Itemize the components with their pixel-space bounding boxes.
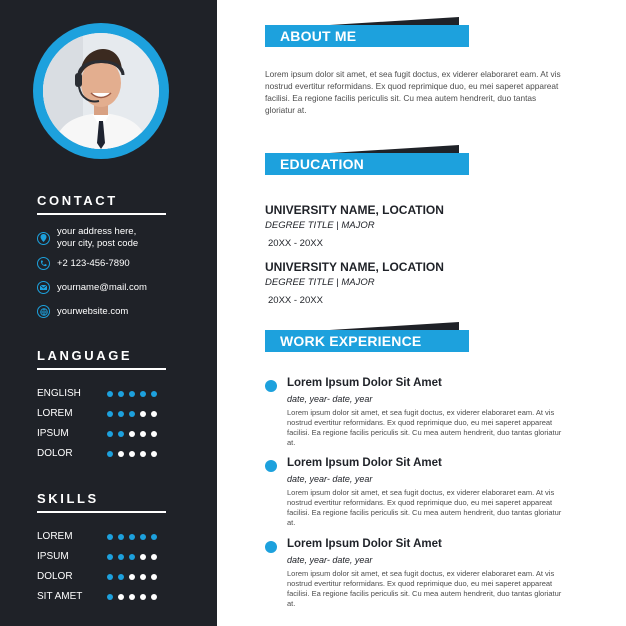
contact-website (37, 305, 128, 318)
job-title: Lorem Ipsum Dolor Sit Amet (287, 538, 442, 550)
level-dot-filled (151, 391, 157, 397)
level-dot-filled (107, 451, 113, 457)
profile-photo-frame (33, 23, 169, 159)
job-date: date, year- date, year (287, 474, 373, 484)
profile-photo (43, 33, 159, 149)
job-date: date, year- date, year (287, 555, 373, 565)
level-dot-empty (140, 554, 146, 560)
level-dot-empty (129, 431, 135, 437)
timeline-dot (265, 380, 277, 392)
job-description: Lorem ipsum dolor sit amet, et sea fugit doctus, ex viderer elaboraret eam. At vis nostrud evertitur reformidans. Ex quod reprimique duo, eu mei saperet appareat facilisi. Ea regione facilis periculis sit. Cu mea autem hendrerit, duo tantas gloriatur at. (287, 488, 562, 527)
job-description: Lorem ipsum dolor sit amet, et sea fugit doctus, ex viderer elaboraret eam. At vis nostrud evertitur reformidans. Ex quod reprimique duo, eu mei saperet appareat facilisi. Ea regione facilis periculis sit. Cu mea autem hendrerit, duo tantas gloriatur at. (287, 569, 562, 608)
contact-divider (37, 213, 166, 215)
level-dot-filled (129, 411, 135, 417)
globe-icon (37, 305, 50, 318)
level-dot-empty (129, 574, 135, 580)
level-dot-filled (118, 554, 124, 560)
level-dot-filled (151, 534, 157, 540)
level-dots (107, 554, 157, 560)
level-dot-filled (118, 534, 124, 540)
skill-item-label: DOLOR (37, 571, 73, 582)
contact-phone (37, 257, 130, 270)
education-title: UNIVERSITY NAME, LOCATION (265, 203, 444, 217)
level-dot-empty (151, 574, 157, 580)
education-heading: EDUCATION (265, 153, 469, 175)
level-dot-filled (107, 411, 113, 417)
level-dot-empty (118, 594, 124, 600)
level-dots (107, 391, 157, 397)
level-dot-empty (151, 554, 157, 560)
phone-text: +2 123-456-7890 (57, 257, 130, 269)
work-banner (265, 322, 469, 352)
level-dots (107, 411, 157, 417)
level-dot-empty (129, 594, 135, 600)
level-dots (107, 534, 157, 540)
skills-divider (37, 511, 166, 513)
language-item (37, 448, 167, 460)
job-title: Lorem Ipsum Dolor Sit Amet (287, 377, 442, 389)
level-dot-empty (151, 411, 157, 417)
language-item-label: IPSUM (37, 428, 69, 439)
about-text: Lorem ipsum dolor sit amet, et sea fugit doctus, ex viderer elaboraret eam. At vis nostrud evertitur reformidans. Ex quod reprimique duo, eu mei saperet appareat facilisi. Ea regione facilis periculis sit. Cu mea autem hendrerit, duo tantas gloriatur at. (265, 69, 561, 115)
person-photo-illustration (43, 33, 159, 149)
email-text[interactable]: yourname@mail.com (57, 281, 147, 293)
work-heading: WORK EXPERIENCE (265, 330, 469, 352)
level-dot-filled (107, 431, 113, 437)
level-dot-filled (118, 431, 124, 437)
job-date: date, year- date, year (287, 394, 373, 404)
level-dot-filled (129, 554, 135, 560)
skill-item (37, 591, 167, 603)
skill-item-label: LOREM (37, 531, 73, 542)
level-dot-empty (140, 451, 146, 457)
contact-email (37, 281, 147, 294)
language-item (37, 408, 167, 420)
timeline-dot (265, 460, 277, 472)
level-dot-filled (140, 391, 146, 397)
level-dot-filled (107, 594, 113, 600)
education-title: UNIVERSITY NAME, LOCATION (265, 260, 444, 274)
level-dot-filled (118, 411, 124, 417)
language-item (37, 388, 167, 400)
language-divider (37, 368, 166, 370)
level-dots (107, 451, 157, 457)
level-dot-empty (151, 431, 157, 437)
education-years: 20XX - 20XX (268, 238, 323, 249)
level-dot-empty (140, 594, 146, 600)
job-description: Lorem ipsum dolor sit amet, et sea fugit doctus, ex viderer elaboraret eam. At vis nostrud evertitur reformidans. Ex quod reprimique duo, eu mei saperet appareat facilisi. Ea regione facilis periculis sit. Cu mea autem hendrerit, duo tantas gloriatur at. (287, 408, 562, 447)
level-dot-empty (129, 451, 135, 457)
level-dot-empty (140, 574, 146, 580)
level-dot-filled (140, 534, 146, 540)
language-heading: LANGUAGE (37, 348, 133, 363)
skill-item (37, 551, 167, 563)
skill-item (37, 531, 167, 543)
address-text: your address here, your city, post code (57, 226, 139, 249)
level-dot-filled (118, 391, 124, 397)
level-dot-empty (151, 594, 157, 600)
level-dot-empty (118, 451, 124, 457)
timeline-dot (265, 541, 277, 553)
level-dot-filled (107, 534, 113, 540)
contact-address (37, 226, 138, 250)
language-item-label: ENGLISH (37, 388, 81, 399)
level-dot-empty (140, 411, 146, 417)
skills-heading: SKILLS (37, 491, 99, 506)
language-item (37, 428, 167, 440)
level-dot-filled (107, 391, 113, 397)
skill-item-label: SIT AMET (37, 591, 83, 602)
level-dot-filled (118, 574, 124, 580)
email-icon (37, 281, 50, 294)
skill-item-label: IPSUM (37, 551, 69, 562)
level-dot-filled (107, 574, 113, 580)
level-dots (107, 431, 157, 437)
education-years: 20XX - 20XX (268, 295, 323, 306)
level-dot-filled (129, 391, 135, 397)
education-degree: DEGREE TITLE | MAJOR (265, 277, 375, 288)
education-banner (265, 145, 469, 175)
level-dots (107, 574, 157, 580)
sidebar (0, 0, 217, 626)
about-heading: ABOUT ME (265, 25, 469, 47)
level-dot-filled (107, 554, 113, 560)
language-item-label: LOREM (37, 408, 73, 419)
language-item-label: DOLOR (37, 448, 73, 459)
level-dot-filled (129, 534, 135, 540)
level-dots (107, 594, 157, 600)
job-title: Lorem Ipsum Dolor Sit Amet (287, 457, 442, 469)
website-text[interactable]: yourwebsite.com (57, 305, 129, 317)
contact-heading: CONTACT (37, 193, 118, 208)
location-pin-icon (37, 232, 50, 245)
education-degree: DEGREE TITLE | MAJOR (265, 220, 375, 231)
phone-icon (37, 257, 50, 270)
level-dot-empty (140, 431, 146, 437)
about-banner (265, 17, 469, 47)
skill-item (37, 571, 167, 583)
level-dot-empty (151, 451, 157, 457)
